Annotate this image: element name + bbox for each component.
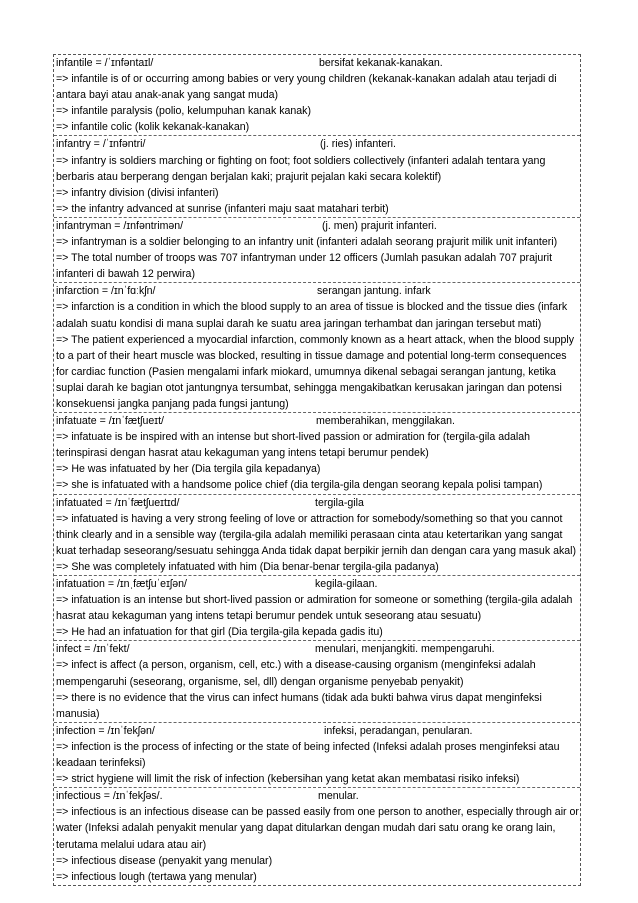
dictionary-entry-infarction [54,283,580,413]
dictionary-entry-infantryman [54,218,580,283]
entry-term: infectious = /ɪnˈfekʃəs/. [56,790,163,803]
entry-meaning: (j. ries) infanteri. [320,138,396,151]
entry-term: infarction = /ɪnˈfɑːkʃn/ [56,285,156,298]
example-line: => strict hygiene will limit the risk of infection (kebersihan yang ketat akan membatasi risiko infeksi) [56,773,520,786]
example-line: => infectious disease (penyakit yang menular) [56,854,273,867]
dictionary-entry-infect [54,641,580,722]
entry-term: infatuated = /ɪnˈfætʃueɪtɪd/ [56,496,180,509]
dictionary-entry-infantry [54,136,580,217]
definition-line: => infantry is soldiers marching or fighting on foot; foot soldiers collectively (infanteri adalah tentara yang berbaris atau berperang dengan berjalan kaki; prajurit pejalan kaki secara kolektif) [56,154,546,183]
entry-headline [56,641,580,657]
example-line: => the infantry advanced at sunrise (infanteri maju saat matahari terbit) [56,202,389,215]
definition-line: => infarction is a condition in which the blood supply to an area of tissue is blocked and the tissue dies (infark adalah suatu kondisi di mana suplai darah ke suatu area jaringan terhambat dan jaringan tersebut mati) [56,301,568,330]
entry-meaning: menulari, menjangkiti. mempengaruhi. [315,643,495,656]
example-line: => She was completely infatuated with him (Dia benar-benar tergila-gila padanya) [56,560,439,573]
entry-meaning: bersifat kekanak-kanakan. [319,57,443,69]
example-line: => He was infatuated by her (Dia tergila gila kepadanya) [56,463,321,476]
definition-line: => infatuation is an intense but short-lived passion or admiration for someone or something (tergila-gila adalah hasrat atau kekaguman yang intens tetapi berumur pendek untuk seseorang atau sesuatu) [56,594,573,623]
example-line: => there is no evidence that the virus can infect humans (tidak ada bukti bahwa virus dapat menginfeksi manusia) [56,691,542,720]
dictionary-entry-infection [54,723,580,788]
dictionary-entry-infectious [54,788,580,885]
dictionary-entry-infatuation [54,576,580,641]
example-line: => infectious lough (tertawa yang menular) [56,870,257,883]
example-line: => infantry division (divisi infanteri) [56,186,219,199]
entry-meaning: kegila-gilaan. [315,578,378,590]
entry-term: infection = /ɪnˈfekʃən/ [56,724,155,737]
entry-headline [56,283,580,299]
entry-term: infantry = /ˈɪnfəntri/ [56,138,146,151]
entry-meaning: memberahikan, menggilakan. [316,415,455,428]
entry-term: infantile = /ˈɪnfəntaɪl/ [56,57,154,69]
definition-line: => infatuate is be inspired with an intense but short-lived passion or admiration for (tergila-gila adalah terinspirasi dengan hasrat atau kekaguman yang intens tetapi berumur pendek) [56,431,531,460]
entry-meaning: tergila-gila [315,496,364,509]
entry-term: infatuate = /ɪnˈfætʃueɪt/ [56,415,164,428]
entry-headline [56,218,580,234]
definition-line: => infantryman is a soldier belonging to an infantry unit (infanteri adalah seorang prajurit milik unit infanteri) [56,236,558,249]
example-line: => infantile colic (kolik kekanak-kanakan) [56,121,250,134]
entry-headline [56,576,580,592]
example-line: => The patient experienced a myocardial infarction, commonly known as a heart attack, when the blood supply to a part of their heart muscle was blocked, resulting in tissue damage and potential long-term consequences for cardiac function (Pasien mengalami infark miokard, umumnya dikenal sebagai serangan jantung, ketika suplai darah ke bagian otot jantungnya tersumbat, sehingga mengakibatkan kerusakan jaringan dan potensi konsekuensi jangka panjang pada fungsi jantung) [56,333,575,410]
entry-term: infantryman = /ɪnfəntrimən/ [56,219,184,232]
entry-meaning: (j. men) prajurit infanteri. [322,219,437,232]
entry-headline [56,55,580,71]
dictionary-entry-infatuate [54,413,580,494]
definition-line: => infect is affect (a person, organism, cell, etc.) with a disease-causing organism (menginfeksi adalah mempengaruhi (seseorang, organisme, sel, dll) dengan organisme penyebab penyakit) [56,659,536,688]
entry-term: infect = /ɪnˈfekt/ [56,643,130,656]
entry-headline [56,495,580,511]
definition-line: => infection is the process of infecting or the state of being infected (Infeksi adalah proses menginfeksi atau keadaan terinfeksi) [56,740,560,770]
entry-headline [56,723,580,739]
example-line: => He had an infatuation for that girl (Dia tergila-gila kepada gadis itu) [56,626,383,639]
entry-headline [56,788,580,804]
definition-line: => infantile is of or occurring among babies or very young children (kekanak-kanakan adalah atau terjadi di antara bayi atau anak-anak yang sangat muda) [56,73,557,102]
entry-headline [56,136,580,152]
entry-term: infatuation = /ɪnˌfætʃuˈeɪʃən/ [56,578,187,590]
example-line: => infantile paralysis (polio, kelumpuhan kanak kanak) [56,105,311,118]
definition-line: => infatuated is having a very strong feeling of love or attraction for somebody/something so that you cannot think clearly and in a sensible way (tergila-gila adalah memiliki perasaan cinta atau ketertarikan yang sangat kuat terhadap seseorang/sesuatu sehingga Anda tidak dapat berpikir jernih dan dengan cara yang masuk akal) [56,512,577,557]
example-line: => The total number of troops was 707 infantryman under 12 officers (Jumlah pasukan adalah 707 prajurit infanteri di bawah 12 perwira) [56,252,553,281]
definition-line: => infectious is an infectious disease can be passed easily from one person to another, especially through air or water (Infeksi adalah penyakit menular yang dapat ditularkan dengan mudah dari satu orang ke orang lain, terutama melalui udara atau air) [56,806,579,851]
entry-meaning: infeksi, peradangan, penularan. [324,724,473,737]
example-line: => she is infatuated with a handsome police chief (dia tergila-gila dengan seorang kepala polisi tampan) [56,479,543,492]
entry-meaning: serangan jantung. infark [317,285,431,298]
entry-headline [56,413,580,429]
dictionary-table [53,54,581,886]
dictionary-entry-infantile [54,55,580,136]
dictionary-entry-infatuated [54,495,580,576]
entry-meaning: menular. [318,790,359,803]
